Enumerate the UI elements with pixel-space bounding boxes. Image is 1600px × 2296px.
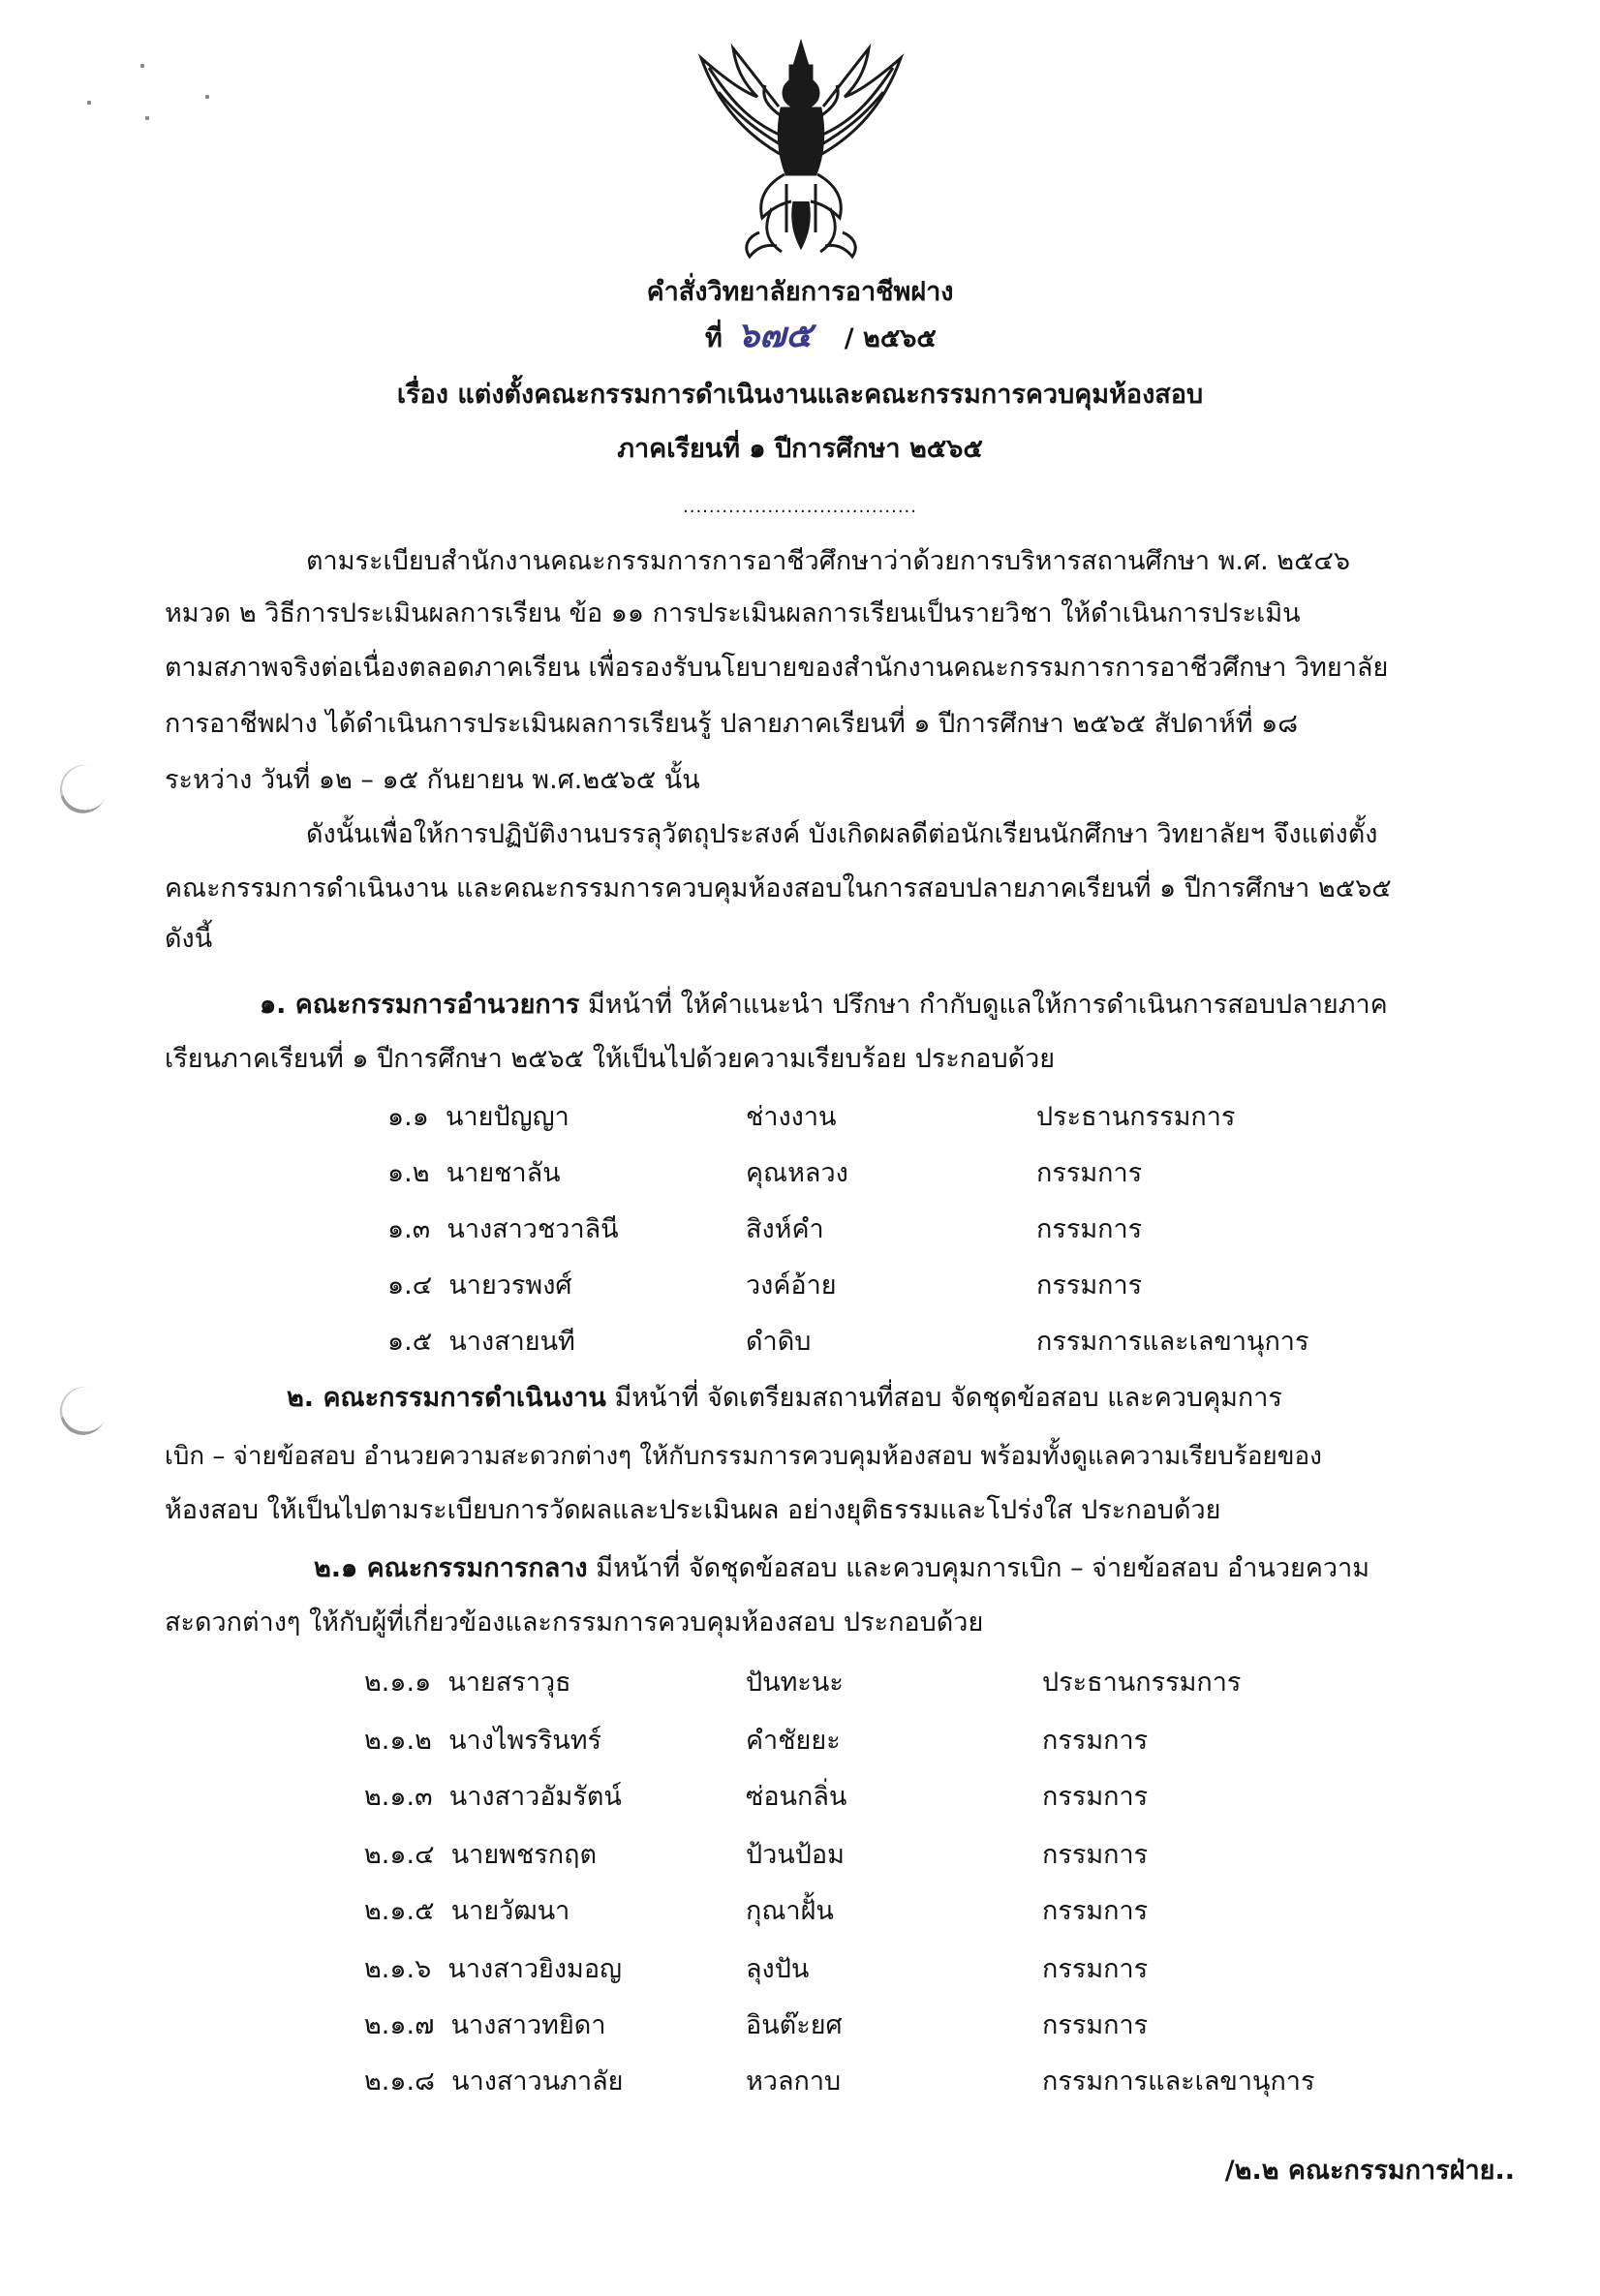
section21-duty-line2: สะดวกต่างๆ ให้กับผู้ที่เกี่ยวข้องและกรรมการควบคุมห้องสอบ ประกอบด้วย (165, 1607, 984, 1638)
member-name: นางสาวยิงมอญ (447, 1954, 623, 1984)
list-item (364, 1722, 601, 1760)
member-name: นายวัฒนา (450, 1896, 570, 1926)
list-item (364, 1664, 571, 1702)
member-role: กรรมการ (1042, 1954, 1149, 1984)
section2-duty-line2: เบิก – จ่ายข้อสอบ อำนวยความสะดวกต่างๆ ให้กับกรรมการควบคุมห้องสอบ พร้อมทั้งดูแลความเรียบร้อยของ (165, 1442, 1322, 1471)
section21-duty: มีหน้าที่ จัดชุดข้อสอบ และควบคุมการเบิก – จ่ายข้อสอบ อำนวยความ (587, 1553, 1370, 1583)
member-surname: ลุงปัน (746, 1954, 810, 1984)
scan-speck (205, 95, 209, 99)
member-no: ๒.๑.๒ (364, 1726, 432, 1756)
section2-paragraph (287, 1379, 1282, 1418)
scan-speck (87, 101, 91, 105)
member-no: ๑.๒ (387, 1158, 430, 1188)
purpose-line: คณะกรรมการดำเนินงาน และคณะกรรมการควบคุมห้องสอบในการสอบปลายภาคเรียนที่ ๑ ปีการศึกษา ๒๕๖๕ (165, 873, 1392, 903)
member-role: กรรมการ (1036, 1214, 1143, 1244)
section2-duty-line3: ห้องสอบ ให้เป็นไปตามระเบียบการวัดผลและประเมินผล อย่างยุติธรรมและโปร่งใส ประกอบด้วย (165, 1495, 1221, 1525)
member-surname: ดำดิบ (746, 1327, 812, 1357)
member-no: ๒.๑.๓ (364, 1782, 433, 1812)
list-item (387, 1210, 619, 1249)
list-item (387, 1267, 572, 1305)
member-surname: กุณาฝั้น (746, 1896, 834, 1926)
member-no: ๑.๕ (387, 1327, 433, 1357)
member-no: ๒.๑.๕ (364, 1896, 435, 1926)
member-no: ๒.๑.๗ (364, 2010, 435, 2040)
member-role: ประธานกรรมการ (1036, 1102, 1236, 1132)
section2-duty: มีหน้าที่ จัดเตรียมสถานที่สอบ จัดชุดข้อสอบ และควบคุมการ (605, 1383, 1282, 1413)
member-surname: สิงห์คำ (746, 1214, 824, 1244)
member-role: ประธานกรรมการ (1042, 1668, 1242, 1698)
list-item (387, 1098, 569, 1137)
section21-heading: ๒.๑ คณะกรรมการกลาง (314, 1553, 588, 1583)
member-name: นายสราวุธ (447, 1668, 571, 1698)
order-year: / ๒๕๖๕ (844, 323, 937, 353)
member-name: นางสาวชวาลินี (446, 1214, 619, 1244)
list-item (364, 1778, 622, 1817)
member-name: นายชาลัน (446, 1158, 561, 1188)
order-number-line (705, 316, 937, 358)
member-role: กรรมการ (1042, 1896, 1149, 1926)
member-surname: ปันทะนะ (746, 1668, 844, 1698)
intro-line: หมวด ๒ วิธีการประเมินผลการเรียน ข้อ ๑๑ การประเมินผลการเรียนเป็นรายวิชา ให้ดำเนินการประเมิน (165, 598, 1301, 628)
member-no: ๒.๑.๑ (364, 1668, 432, 1698)
section21-paragraph (314, 1549, 1369, 1588)
garuda-emblem-icon (690, 39, 912, 261)
order-prefix: ที่ (705, 323, 723, 353)
order-number-handwritten: ๖๗๕ (737, 315, 813, 355)
member-surname: ป้วนป้อม (746, 1840, 845, 1870)
list-item (364, 2006, 606, 2045)
intro-line: ตามระเบียบสำนักงานคณะกรรมการการอาชีวศึกษาว่าด้วยการบริหารสถานศึกษา พ.ศ. ๒๕๔๖ (306, 546, 1351, 576)
member-no: ๑.๔ (387, 1270, 433, 1301)
member-surname: คำชัยยะ (746, 1726, 841, 1756)
member-surname: ช่างงาน (746, 1102, 837, 1132)
member-surname: หวลกาบ (746, 2066, 842, 2097)
section1-duty-line2: เรียนภาคเรียนที่ ๑ ปีการศึกษา ๒๕๖๕ ให้เป็นไปด้วยความเรียบร้อย ประกอบด้วย (165, 1044, 1056, 1074)
member-name: นางสาวนภาลัย (451, 2066, 624, 2097)
member-surname: อินต๊ะยศ (746, 2010, 843, 2040)
member-name: นายพชรกฤต (450, 1840, 598, 1870)
list-item (387, 1323, 575, 1362)
subject-line-1: เรื่อง แต่งตั้งคณะกรรมการดำเนินงานและคณะกรรมการควบคุมห้องสอบ (396, 380, 1204, 410)
section1-heading: ๑. คณะกรรมการอำนวยการ (260, 990, 580, 1020)
member-no: ๒.๑.๘ (364, 2066, 435, 2097)
page-continuation: /๒.๒ คณะกรรมการฝ่าย.. (1224, 2156, 1515, 2186)
section1-paragraph (260, 986, 1388, 1025)
purpose-line: ดังนี้ (165, 924, 213, 954)
intro-line: ตามสภาพจริงต่อเนื่องตลอดภาคเรียน เพื่อรองรับนโยบายของสำนักงานคณะกรรมการการอาชีวศึกษา วิทยาลัย (165, 653, 1389, 683)
header-divider: .................................... (683, 497, 917, 517)
member-role: กรรมการและเลขานุการ (1042, 2066, 1315, 2097)
member-surname: วงค์อ้าย (746, 1270, 837, 1301)
member-no: ๒.๑.๖ (364, 1954, 432, 1984)
member-name: นายปัญญา (446, 1102, 569, 1132)
member-name: นายวรพงศ์ (448, 1270, 572, 1301)
member-role: กรรมการ (1042, 1726, 1149, 1756)
member-name: นางสาวทยิดา (450, 2010, 606, 2040)
member-surname: ซ่อนกลิ่น (746, 1782, 847, 1812)
member-role: กรรมการ (1042, 1840, 1149, 1870)
member-no: ๑.๑ (387, 1102, 429, 1132)
member-no: ๒.๑.๔ (364, 1840, 435, 1870)
list-item (387, 1154, 561, 1193)
list-item (364, 2063, 624, 2101)
list-item (364, 1950, 622, 1989)
purpose-line: ดังนั้นเพื่อให้การปฏิบัติงานบรรลุวัตถุประสงค์ บังเกิดผลดีต่อนักเรียนนักศึกษา วิทยาลัยฯ จึงแต่งตั้ง (306, 819, 1378, 849)
list-item (364, 1892, 569, 1931)
section2-heading: ๒. คณะกรรมการดำเนินงาน (287, 1383, 606, 1413)
member-role: กรรมการและเลขานุการ (1036, 1327, 1309, 1357)
member-role: กรรมการ (1036, 1158, 1143, 1188)
member-surname: คุณหลวง (746, 1158, 848, 1188)
punch-hole-mark (53, 1380, 113, 1441)
member-role: กรรมการ (1042, 2010, 1149, 2040)
member-name: นางสายนที (448, 1327, 575, 1357)
list-item (364, 1836, 597, 1875)
intro-line: การอาชีพฝาง ได้ดำเนินการประเมินผลการเรียนรู้ ปลายภาคเรียนที่ ๑ ปีการศึกษา ๒๕๖๕ สัปดาห์ที่ ๑๘ (165, 709, 1299, 739)
scan-speck (145, 116, 149, 120)
member-name: นางไพรรินทร์ (448, 1726, 602, 1756)
punch-hole-mark (53, 758, 113, 819)
intro-line: ระหว่าง วันที่ ๑๒ – ๑๕ กันยายน พ.ศ.๒๕๖๕ นั้น (165, 765, 700, 795)
document-title: คำสั่งวิทยาลัยการอาชีพฝาง (646, 277, 954, 307)
section1-duty: มีหน้าที่ ให้คำแนะนำ ปรึกษา กำกับดูแลให้การดำเนินการสอบปลายภาค (579, 990, 1388, 1020)
member-role: กรรมการ (1036, 1270, 1143, 1301)
member-no: ๑.๓ (387, 1214, 431, 1244)
subject-line-2: ภาคเรียนที่ ๑ ปีการศึกษา ๒๕๖๕ (617, 434, 983, 464)
member-name: นางสาวอัมรัตน์ (448, 1782, 622, 1812)
scan-speck (140, 64, 144, 68)
member-role: กรรมการ (1042, 1782, 1149, 1812)
